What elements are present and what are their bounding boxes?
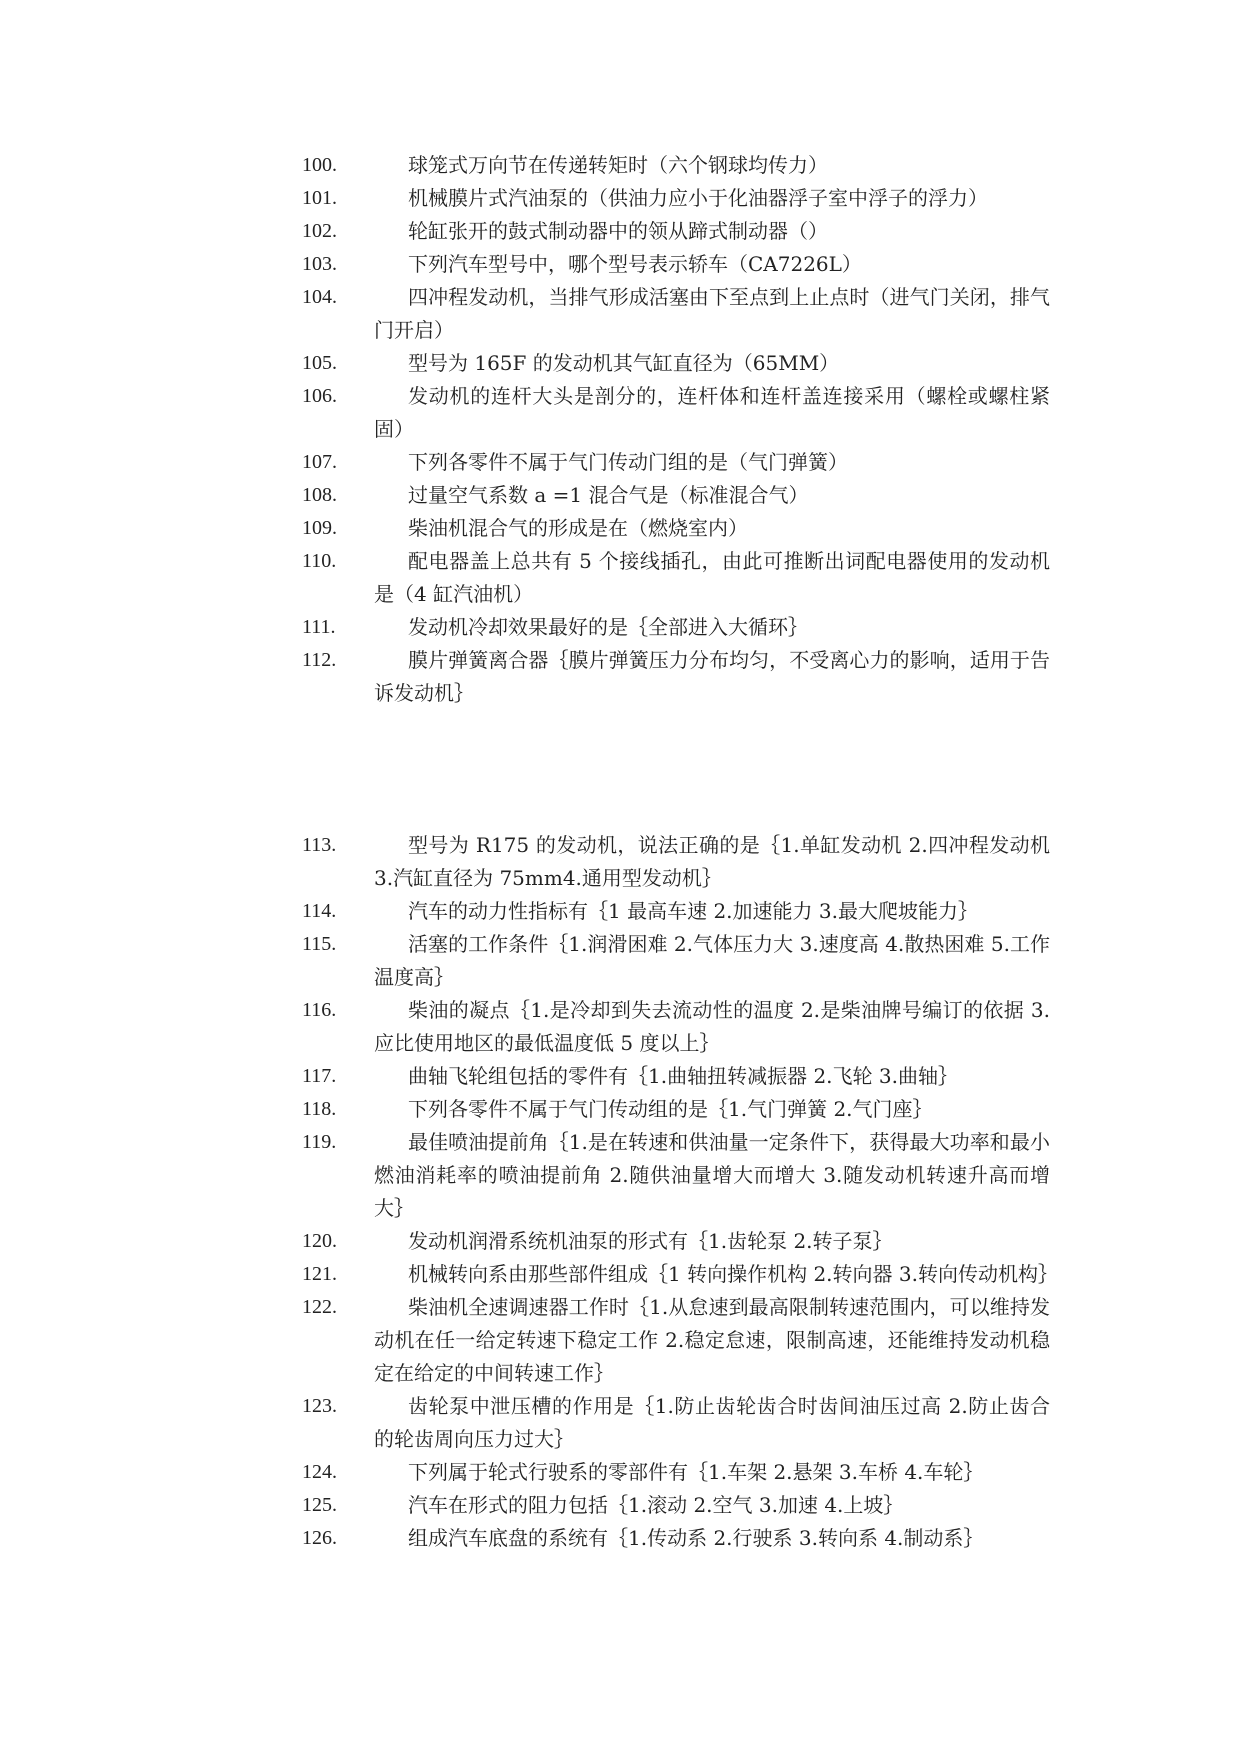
list-item xyxy=(302,512,1050,545)
item-number: 122. xyxy=(302,1296,337,1318)
item-number: 119. xyxy=(302,1131,337,1153)
item-number: 125. xyxy=(302,1494,337,1516)
list-item xyxy=(302,895,1050,928)
item-text: 组成汽车底盘的系统有｛1.传动系 2.行驶系 3.转向系 4.制动系｝ xyxy=(408,1526,984,1550)
list-item xyxy=(302,1489,1050,1522)
list-item xyxy=(302,149,1050,182)
item-number: 112. xyxy=(302,649,337,671)
item-text: 膜片弹簧离合器｛膜片弹簧压力分布均匀，不受离心力的影响，适用于告诉发动机｝ xyxy=(374,648,1050,705)
question-list-upper xyxy=(302,149,1050,710)
item-number: 123. xyxy=(302,1395,337,1417)
list-item xyxy=(302,1291,1050,1390)
list-item xyxy=(302,928,1050,994)
item-number: 110. xyxy=(302,550,337,572)
item-text: 型号为 165F 的发动机其气缸直径为（65MM） xyxy=(408,351,840,375)
item-number: 111. xyxy=(302,616,336,638)
item-text: 最佳喷油提前角｛1.是在转速和供油量一定条件下，获得最大功率和最小燃油消耗率的喷油提前角 2.随供油量增大而增大 3.随发动机转速升高而增大｝ xyxy=(374,1130,1050,1220)
item-text: 齿轮泵中泄压槽的作用是｛1.防止齿轮齿合时齿间油压过高 2.防止齿合的轮齿周向压力过大｝ xyxy=(374,1394,1050,1451)
item-number: 101. xyxy=(302,187,337,209)
item-text: 发动机冷却效果最好的是｛全部进入大循环｝ xyxy=(408,615,808,639)
list-item xyxy=(302,1522,1050,1555)
item-text: 四冲程发动机，当排气形成活塞由下至点到上止点时（进气门关闭，排气门开启） xyxy=(374,285,1050,342)
item-text: 下列各零件不属于气门传动门组的是（气门弹簧） xyxy=(408,450,848,474)
item-number: 100. xyxy=(302,154,337,176)
item-text: 发动机的连杆大头是剖分的，连杆体和连杆盖连接采用（螺栓或螺柱紧固） xyxy=(374,384,1050,441)
list-item xyxy=(302,1060,1050,1093)
item-text: 机械膜片式汽油泵的（供油力应小于化油器浮子室中浮子的浮力） xyxy=(408,186,988,210)
item-text: 柴油的凝点｛1.是冷却到失去流动性的温度 2.是柴油牌号编订的依据 3.应比使用地区的最低温度低 5 度以上｝ xyxy=(374,998,1050,1055)
list-item xyxy=(302,446,1050,479)
list-item xyxy=(302,479,1050,512)
list-item xyxy=(302,829,1050,895)
item-number: 113. xyxy=(302,834,337,856)
list-item xyxy=(302,994,1050,1060)
item-number: 103. xyxy=(302,253,337,275)
question-list-lower xyxy=(302,829,1058,1555)
item-text: 发动机润滑系统机油泵的形式有｛1.齿轮泵 2.转子泵｝ xyxy=(408,1229,893,1253)
item-number: 108. xyxy=(302,484,337,506)
item-number: 116. xyxy=(302,999,337,1021)
list-item xyxy=(302,182,1050,215)
list-item xyxy=(302,1126,1050,1225)
list-item xyxy=(302,281,1050,347)
item-number: 118. xyxy=(302,1098,337,1120)
item-text: 柴油机全速调速器工作时｛1.从怠速到最高限制转速范围内，可以维持发动机在任一给定转速下稳定工作 2.稳定怠速，限制高速，还能维持发动机稳定在给定的中间转速工作｝ xyxy=(374,1295,1050,1385)
list-item xyxy=(302,1258,1058,1291)
list-item xyxy=(302,1456,1050,1489)
item-text: 汽车的动力性指标有｛1 最高车速 2.加速能力 3.最大爬坡能力｝ xyxy=(408,899,978,923)
item-number: 104. xyxy=(302,286,337,308)
item-number: 124. xyxy=(302,1461,337,1483)
list-item xyxy=(302,1390,1050,1456)
list-item xyxy=(302,347,1050,380)
list-item xyxy=(302,380,1050,446)
item-text: 机械转向系由那些部件组成｛1 转向操作机构 2.转向器 3.转向传动机构｝ xyxy=(408,1262,1058,1286)
list-item xyxy=(302,644,1050,710)
item-text: 下列属于轮式行驶系的零部件有｛1.车架 2.悬架 3.车桥 4.车轮｝ xyxy=(408,1460,984,1484)
item-number: 117. xyxy=(302,1065,337,1087)
item-number: 121. xyxy=(302,1263,337,1285)
item-number: 126. xyxy=(302,1527,337,1549)
list-item xyxy=(302,1093,1050,1126)
item-text: 汽车在形式的阻力包括｛1.滚动 2.空气 3.加速 4.上坡｝ xyxy=(408,1493,904,1517)
item-number: 109. xyxy=(302,517,337,539)
item-number: 102. xyxy=(302,220,337,242)
list-item xyxy=(302,545,1050,611)
item-number: 120. xyxy=(302,1230,337,1252)
item-number: 115. xyxy=(302,933,337,955)
item-text: 配电器盖上总共有 5 个接线插孔，由此可推断出词配电器使用的发动机是（4 缸汽油机） xyxy=(374,549,1050,606)
item-text: 过量空气系数 a =1 混合气是（标准混合气） xyxy=(408,483,809,507)
item-text: 曲轴飞轮组包括的零件有｛1.曲轴扭转减振器 2.飞轮 3.曲轴｝ xyxy=(408,1064,958,1088)
item-text: 柴油机混合气的形成是在（燃烧室内） xyxy=(408,516,748,540)
item-text: 型号为 R175 的发动机，说法正确的是｛1.单缸发动机 2.四冲程发动机 3.汽缸直径为 75mm4.通用型发动机｝ xyxy=(374,833,1050,890)
item-text: 下列汽车型号中，哪个型号表示轿车（CA7226L） xyxy=(408,252,862,276)
list-item xyxy=(302,248,1050,281)
item-number: 106. xyxy=(302,385,337,407)
list-item xyxy=(302,1225,1050,1258)
item-text: 活塞的工作条件｛1.润滑困难 2.气体压力大 3.速度高 4.散热困难 5.工作温度高｝ xyxy=(374,932,1050,989)
item-number: 107. xyxy=(302,451,337,473)
list-item xyxy=(302,215,1050,248)
item-number: 114. xyxy=(302,900,337,922)
item-text: 球笼式万向节在传递转矩时（六个钢球均传力） xyxy=(408,153,828,177)
item-number: 105. xyxy=(302,352,337,374)
list-item xyxy=(302,611,1050,644)
item-text: 轮缸张开的鼓式制动器中的领从蹄式制动器（） xyxy=(408,219,828,243)
item-text: 下列各零件不属于气门传动组的是｛1.气门弹簧 2.气门座｝ xyxy=(408,1097,933,1121)
